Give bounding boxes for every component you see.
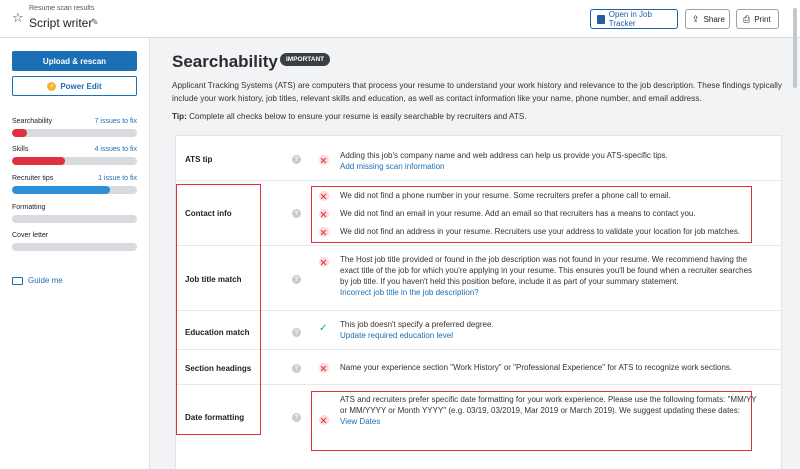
help-icon[interactable]: ? <box>292 155 301 164</box>
progress-fill <box>12 129 27 137</box>
floppy-icon <box>597 15 605 24</box>
check-row-education-match: Education match ? ✓ This job doesn't specify a preferred degree. Update required education level <box>176 311 781 350</box>
fail-icon <box>319 257 329 267</box>
incorrect-job-title-link[interactable]: Incorrect job title in the job description? <box>340 288 479 297</box>
category-recruiter-tips[interactable]: Recruiter tips 1 issue to fix <box>12 175 137 194</box>
category-cover-letter[interactable]: Cover letter <box>12 232 137 251</box>
check-row-date-formatting: Date formatting ? ATS and recruiters prefer specific date formatting for your work experience. Please use the following formats: "MM/YY or MM/YYYY or Month YYYY" (e.g. 03/19, 03/2019, Mar 2019 or March 2019). We suggest updating these dates: View Dates <box>185 395 757 426</box>
category-formatting[interactable]: Formatting <box>12 204 137 223</box>
issues-link[interactable]: 1 issue to fix <box>98 175 137 182</box>
check-row-job-title-match: Job title match ? The Host job title provided or found in the job description was not found in your resume. We recommend having the exact title of the job for which you're applying in your resume. This ensures you'll be found when a recruiter searches by job title. If you haven't held this position before, include it as part of your summary statement. Incorrect job title in the job description? <box>176 246 781 311</box>
page-title: Script writer <box>29 16 93 30</box>
help-icon[interactable]: ? <box>292 275 301 284</box>
intro-text: Applicant Tracking Systems (ATS) are computers that process your resume to understand your work history and relevance to the job description. These findings typically include your work history, job titles, relevant skills and education, as well as contact information like your name, phone number, and email address. <box>172 81 782 103</box>
check-row-ats-tip: ATS tip ? Adding this job's company name and web address can help us provide you ATS-specific tips. Add missing scan information <box>176 136 781 181</box>
update-education-link[interactable]: Update required education level <box>340 331 453 340</box>
add-missing-scan-link[interactable]: Add missing scan information <box>340 162 445 171</box>
open-in-job-tracker-button[interactable]: Open in Job Tracker <box>590 9 678 29</box>
progress-bar <box>12 186 137 194</box>
fail-icon <box>319 191 329 201</box>
help-icon[interactable]: ? <box>292 413 301 422</box>
breadcrumb[interactable]: Resume scan results <box>29 5 95 12</box>
tip-text: Tip: Complete all checks below to ensure your resume is easily searchable by recruiters and ATS. <box>172 112 527 121</box>
fail-icon <box>319 155 329 165</box>
progress-bar <box>12 215 137 223</box>
view-dates-link[interactable]: View Dates <box>340 417 381 426</box>
section-title: Searchability <box>172 52 278 71</box>
top-bar <box>0 0 800 38</box>
help-icon[interactable]: ? <box>292 364 301 373</box>
category-searchability[interactable]: Searchability 7 issues to fix <box>12 118 137 137</box>
progress-fill <box>12 186 110 194</box>
upload-rescan-button[interactable]: Upload & rescan <box>12 51 137 71</box>
issues-link[interactable]: 7 issues to fix <box>94 118 137 125</box>
edit-pencil-icon[interactable]: ✎ <box>91 17 99 27</box>
printer-icon: ⎙ <box>743 13 751 24</box>
issues-link[interactable]: 4 issues to fix <box>94 146 137 153</box>
checks-card <box>175 135 782 469</box>
progress-fill <box>12 157 65 165</box>
progress-bar <box>12 129 137 137</box>
scrollbar[interactable] <box>793 8 797 88</box>
fail-icon <box>319 209 329 219</box>
progress-bar <box>12 157 137 165</box>
power-edit-button[interactable]: ⚡ Power Edit <box>12 76 137 96</box>
progress-bar <box>12 243 137 251</box>
check-row-section-headings: Section headings ? Name your experience section "Work History" or "Professional Experience" for ATS to recognize work sections. <box>176 350 781 385</box>
bolt-icon: ⚡ <box>47 82 56 91</box>
fail-icon <box>319 363 329 373</box>
help-icon[interactable]: ? <box>292 209 301 218</box>
guide-icon <box>12 277 23 285</box>
check-icon: ✓ <box>319 323 328 334</box>
fail-icon <box>319 227 329 237</box>
important-badge: IMPORTANT <box>280 53 330 66</box>
guide-me-link[interactable]: Guide me <box>12 276 63 285</box>
main-content <box>150 38 800 469</box>
category-skills[interactable]: Skills 4 issues to fix <box>12 146 137 165</box>
print-button[interactable]: ⎙ Print <box>736 9 779 29</box>
fail-icon <box>319 415 329 425</box>
star-icon[interactable]: ☆ <box>12 10 24 25</box>
share-button[interactable]: ⇪ Share <box>685 9 730 29</box>
sidebar <box>0 38 150 469</box>
help-icon[interactable]: ? <box>292 328 301 337</box>
share-icon: ⇪ <box>692 13 700 24</box>
check-row-contact-info: Contact info ? We did not find a phone number in your resume. Some recruiters prefer a phone call to email. We did not find an email in your resume. Add an email so that recruiters has a means to contact you. We did not find an address in your resume. Recruiters use your address to validate your location for job matches. <box>176 181 781 246</box>
